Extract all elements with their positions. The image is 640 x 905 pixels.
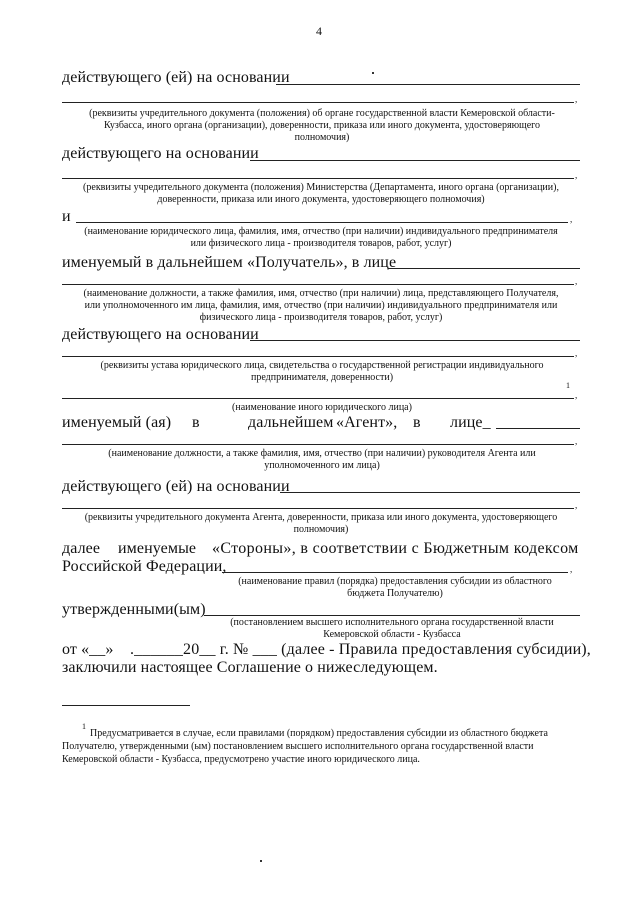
comma: , (575, 170, 578, 180)
acting-basis-line-8 (62, 508, 574, 509)
recipient-rep-line-2 (62, 284, 574, 285)
acting-basis-line-3 (250, 160, 580, 161)
comma: , (570, 214, 573, 224)
agent-named-w5: в (413, 414, 421, 431)
acting-basis-line-4 (62, 178, 574, 179)
agent-named-w1: именуемый (ая) (62, 414, 172, 431)
and-label: и (62, 208, 71, 225)
caption-charter-details: (реквизиты устава юридического лица, свидетельства о государственной регистрации индивидуального предпринимателя, доверенности) (100, 360, 544, 383)
recipient-name-line (76, 222, 568, 223)
parties-w1: далее (62, 540, 101, 557)
page-number: 4 (316, 24, 322, 38)
parties-w3: «Стороны», в соответствии с Бюджетным кодексом (212, 540, 579, 557)
acting-basis-line-5 (250, 340, 580, 341)
acting-basis-line-7 (280, 492, 580, 493)
comma: , (575, 276, 578, 286)
caption-agent-rep: (наименование должности, а также фамилия, имя, отчество (при наличии) руководителя Агента или уполномоченного им лица) (108, 448, 536, 471)
agent-rep-line-2 (62, 444, 574, 445)
comma: , (570, 564, 573, 574)
agent-named-w6: лице_ (450, 414, 491, 431)
comma: , (575, 436, 578, 446)
acting-basis-label-2: действующего на основании (62, 145, 259, 162)
comma: , (575, 348, 578, 358)
caption-recipient-rep: (наименование должности, а также фамилия, имя, отчество (при наличии) лица, представляющего Получателя, или уполномоченного им лица, фамилия, имя, отчество (при наличии) индивидуального предпринимателя или физического лица - производителя товаров, работ, услуг) (83, 288, 559, 323)
other-entity-line (62, 398, 574, 399)
date-number-text: .______20__ г. № ___ (далее - Правила предоставления субсидии), (130, 641, 591, 658)
acting-basis-line (276, 84, 580, 85)
approved-line (204, 615, 580, 616)
footnote-mark: 1 (566, 381, 570, 390)
date-from-label: от «__» (62, 641, 114, 658)
recipient-named-label: именуемый в дальнейшем «Получатель», в лице (62, 254, 397, 271)
comma: , (575, 94, 578, 104)
agent-rep-line (496, 428, 580, 429)
acting-basis-label-4: действующего (ей) на основании (62, 478, 290, 495)
acting-basis-label: действующего (ей) на основании (62, 69, 290, 86)
agent-named-w4: «Агент», (336, 414, 398, 431)
approved-label: утвержденными(ым) (62, 601, 206, 618)
rules-name-line (222, 572, 568, 573)
comma: , (575, 390, 578, 400)
acting-basis-label-3: действующего на основании (62, 326, 259, 343)
comma: , (575, 500, 578, 510)
caption-agent-docs: (реквизиты учредительного документа Агента, доверенности, приказа или иного документа, удостоверяющего полномочия) (84, 512, 558, 535)
agent-named-w2: в (192, 414, 200, 431)
footnote-line-2: Получателю, утвержденными (ым) постановлением высшего исполнительного органа государственной власти (62, 741, 534, 752)
caption-rules-name: (наименование правил (порядка) предоставления субсидии из областного бюджета Получателю) (238, 576, 552, 599)
parties-w2: именуемые (118, 540, 197, 557)
caption-other-entity: (наименование иного юридического лица) (232, 402, 412, 413)
scan-dot (260, 860, 262, 862)
acting-basis-line-6 (62, 356, 574, 357)
caption-resolution: (постановлением высшего исполнительного органа государственной власти Кемеровской области - Кузбасса (230, 617, 554, 640)
agent-named-w3: дальнейшем (248, 414, 334, 431)
footnote-mark-2: 1 (82, 722, 86, 731)
scan-dot (372, 72, 374, 74)
footnote-line-3: Кемеровской области - Кузбасса, предусмотрено участие иного юридического лица. (62, 754, 420, 765)
agreement-concluded-text: заключили настоящее Соглашение о нижеследующем. (62, 659, 438, 676)
russian-federation-label: Российской Федерации, (62, 558, 227, 575)
caption-recipient-name: (наименование юридического лица, фамилия, имя, отчество (при наличии) индивидуального предпринимателя или физического лица - производителя товаров, работ, услуг) (84, 226, 558, 249)
caption-authority-details: (реквизиты учредительного документа (положения) об органе государственной власти Кемеровской области- Кузбасса, иного органа (организации), доверенности, приказа или иного документа, удостоверяющего полномочия) (89, 108, 555, 143)
recipient-rep-line (388, 268, 580, 269)
footnote-separator (62, 705, 190, 706)
caption-ministry-details: (реквизиты учредительного документа (положения) Министерства (Департамента, иного органа (организации), доверенности, приказа или иного документа, удостоверяющего полномочия) (83, 182, 559, 205)
footnote-line-1: Предусматривается в случае, если правилами (порядком) предоставления субсидии из областного бюджета (90, 728, 548, 739)
acting-basis-line-2 (62, 102, 574, 103)
